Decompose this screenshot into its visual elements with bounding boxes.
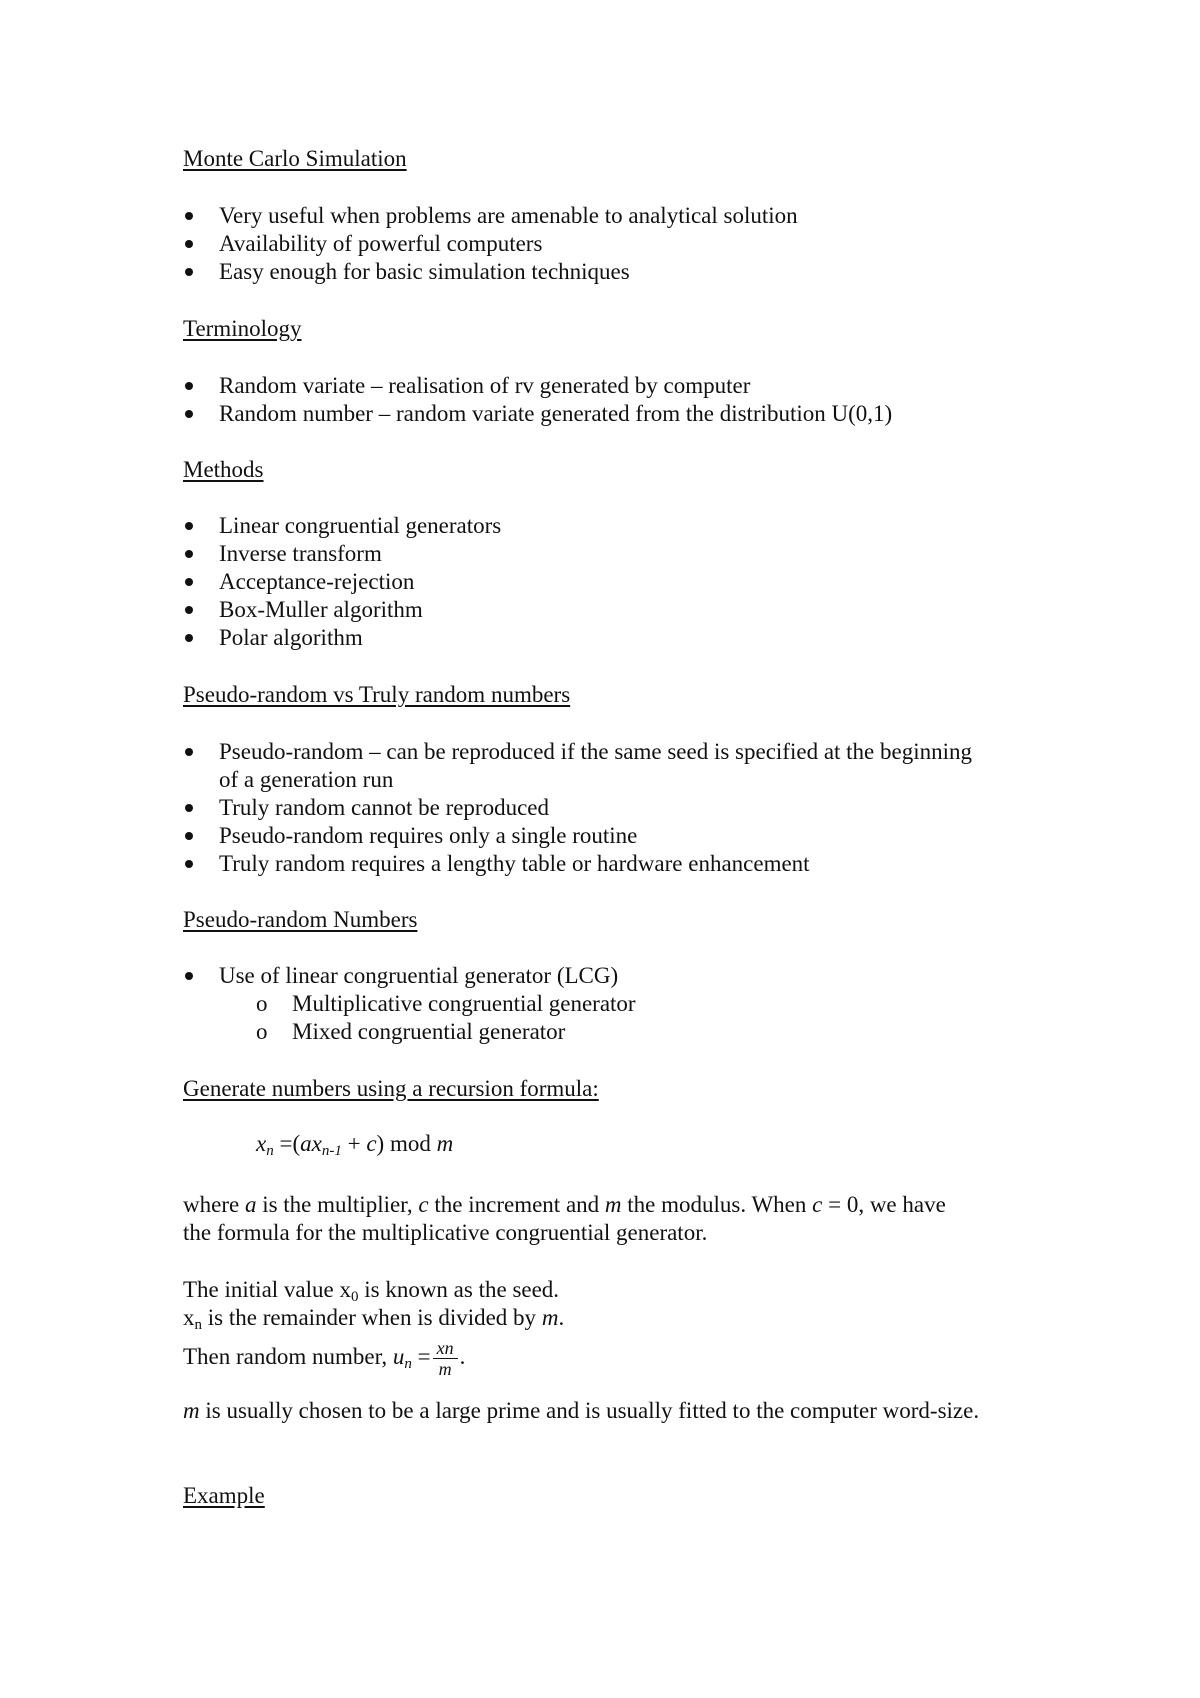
list-item: Inverse transform: [219, 541, 382, 566]
heading-terminology: Terminology: [183, 316, 302, 341]
random-number-line: Then random number, $u_n$ = $\frac{xn}{m}$ .: [183, 1338, 466, 1380]
sub-bullet-marker: o: [256, 991, 268, 1016]
list-item: Acceptance-rejection: [219, 569, 415, 594]
list-item: Polar algorithm: [219, 625, 363, 650]
list-item: Pseudo-random requires only a single routine: [219, 823, 638, 848]
list-item: Truly random cannot be reproduced: [219, 795, 550, 820]
prime-line: m is usually chosen to be a large prime and is usually fitted to the computer word-size.: [183, 1398, 980, 1423]
heading-monte-carlo: Monte Carlo Simulation: [183, 146, 407, 171]
heading-recursion: Generate numbers using a recursion formula:: [183, 1076, 599, 1101]
heading-example: Example: [183, 1483, 265, 1508]
list-item: Availability of powerful computers: [219, 231, 543, 256]
where-line-2: the formula for the multiplicative congruential generator.: [183, 1220, 708, 1245]
remainder-line: $x_n$ is the remainder when is divided by m.: [183, 1305, 565, 1333]
list-item: Truly random requires a lengthy table or hardware enhancement: [219, 851, 810, 876]
sub-bullet-marker: o: [256, 1019, 268, 1044]
fraction: $\frac{xn}{m}$: [433, 1338, 458, 1379]
sub-list-item: Multiplicative congruential generator: [292, 991, 636, 1016]
list-item: Easy enough for basic simulation techniques: [219, 259, 630, 284]
where-line-1: where a is the multiplier, c the increment and m the modulus. When c = 0, we have: [183, 1192, 946, 1217]
list-item: Pseudo-random – can be reproduced if the same seed is specified at the beginning: [219, 739, 973, 764]
heading-methods: Methods: [183, 457, 264, 482]
list-item: Random number – random variate generated from the distribution U(0,1): [219, 401, 893, 426]
recursion-formula: $x_n =(ax_{n-1} + c)$ mod m: [256, 1131, 454, 1159]
list-item: Use of linear congruential generator (LCG): [219, 963, 619, 988]
sub-list-item: Mixed congruential generator: [292, 1019, 566, 1044]
heading-pseudo-numbers: Pseudo-random Numbers: [183, 907, 418, 932]
list-item: Random variate – realisation of rv generated by computer: [219, 373, 751, 398]
list-item: Very useful when problems are amenable to analytical solution: [219, 203, 798, 228]
heading-pseudo-vs-truly: Pseudo-random vs Truly random numbers: [183, 682, 571, 707]
list-item-continuation: of a generation run: [219, 767, 394, 792]
list-item: Linear congruential generators: [219, 513, 502, 538]
seed-line: The initial value $x_0$ is known as the seed.: [183, 1277, 560, 1305]
list-item: Box-Muller algorithm: [219, 597, 423, 622]
